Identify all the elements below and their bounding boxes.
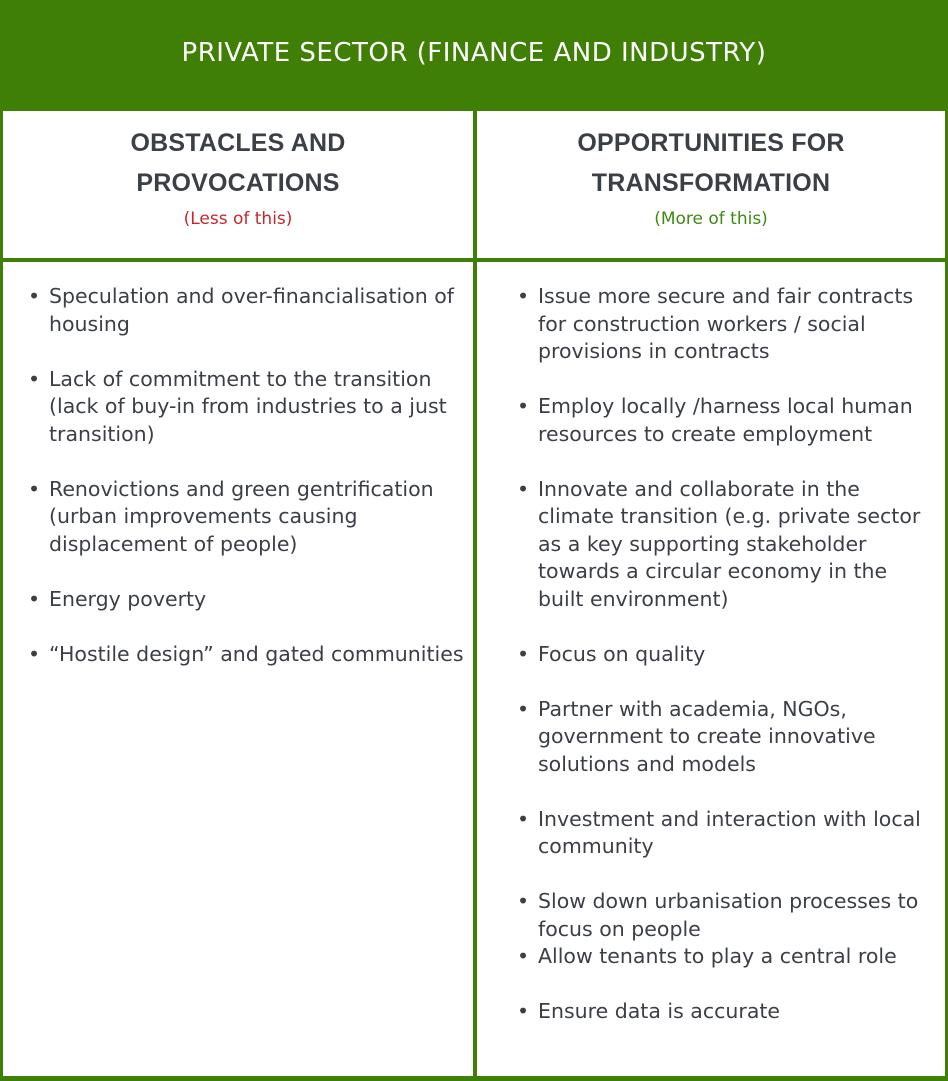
bullet-icon: • [517, 641, 530, 666]
list-item [517, 943, 937, 971]
obstacles-list [28, 283, 468, 668]
list-item [517, 283, 937, 366]
list-item-text: Investment and interaction with local community [538, 806, 921, 858]
list-item [517, 393, 937, 448]
list-item-text: “Hostile design” and gated communities [49, 641, 464, 666]
bullet-icon: • [28, 476, 41, 501]
header-divider [0, 258, 948, 262]
list-item [517, 806, 937, 861]
opportunities-header [477, 111, 945, 258]
list-item [28, 641, 468, 669]
list-item-text: Ensure data is accurate [538, 999, 781, 1023]
list-item [28, 366, 468, 449]
opportunities-heading [477, 123, 945, 203]
list-item [517, 998, 937, 1026]
list-item-text: Renovictions and green gentrification (urban improvements causing displacement of people) [49, 476, 434, 556]
list-item [28, 283, 468, 338]
list-item [28, 586, 468, 614]
list-item-text: Lack of commitment to the transition (lack of buy-in from industries to a just transition) [49, 366, 447, 446]
obstacles-heading-line1: OBSTACLES AND [130, 129, 346, 157]
opportunities-list [517, 283, 937, 1026]
opportunities-heading-line2: TRANSFORMATION [591, 169, 831, 197]
bullet-icon: • [517, 806, 530, 831]
list-item-text: Allow tenants to play a central role [538, 944, 897, 968]
list-item-text: Partner with academia, NGOs, government to create innovative solutions and models [538, 696, 876, 776]
table-border-bottom [0, 1076, 948, 1081]
bullet-icon: • [28, 366, 41, 391]
bullet-icon: • [517, 696, 530, 721]
list-item [517, 641, 937, 669]
list-item [517, 888, 937, 943]
page-title: PRIVATE SECTOR (FINANCE AND INDUSTRY) [181, 37, 767, 68]
bullet-icon: • [28, 284, 41, 308]
opportunities-heading-line1: OPPORTUNITIES FOR [577, 129, 845, 157]
bullet-icon: • [28, 641, 41, 666]
list-item-text: Energy poverty [49, 586, 207, 611]
list-item-text: Employ locally /harness local human resources to create employment [538, 394, 913, 446]
title-banner [0, 0, 948, 111]
list-item-text: Issue more secure and fair contracts for construction workers / social provisions in contracts [538, 284, 914, 363]
bullet-icon: • [517, 889, 530, 913]
opportunities-subheading: (More of this) [654, 209, 768, 229]
list-item [517, 696, 937, 779]
list-item [28, 476, 468, 559]
bullet-icon: • [517, 284, 530, 308]
list-item-text: Slow down urbanisation processes to focus on people [538, 889, 919, 941]
obstacles-heading-line2: PROVOCATIONS [136, 169, 340, 197]
bullet-icon: • [517, 476, 530, 501]
list-item-text: Speculation and over-financialisation of housing [49, 284, 454, 336]
list-item-text: Focus on quality [538, 641, 706, 666]
obstacles-heading [3, 123, 473, 203]
list-item-text: Innovate and collaborate in the climate transition (e.g. private sector as a key supporting stakeholder towards a circular economy in the built environment) [538, 476, 921, 611]
bullet-icon: • [517, 999, 530, 1023]
bullet-icon: • [517, 394, 530, 418]
bullet-icon: • [28, 586, 41, 611]
obstacles-header [3, 111, 473, 258]
obstacles-subheading: (Less of this) [183, 209, 293, 229]
list-item [517, 476, 937, 614]
bullet-icon: • [517, 944, 530, 968]
